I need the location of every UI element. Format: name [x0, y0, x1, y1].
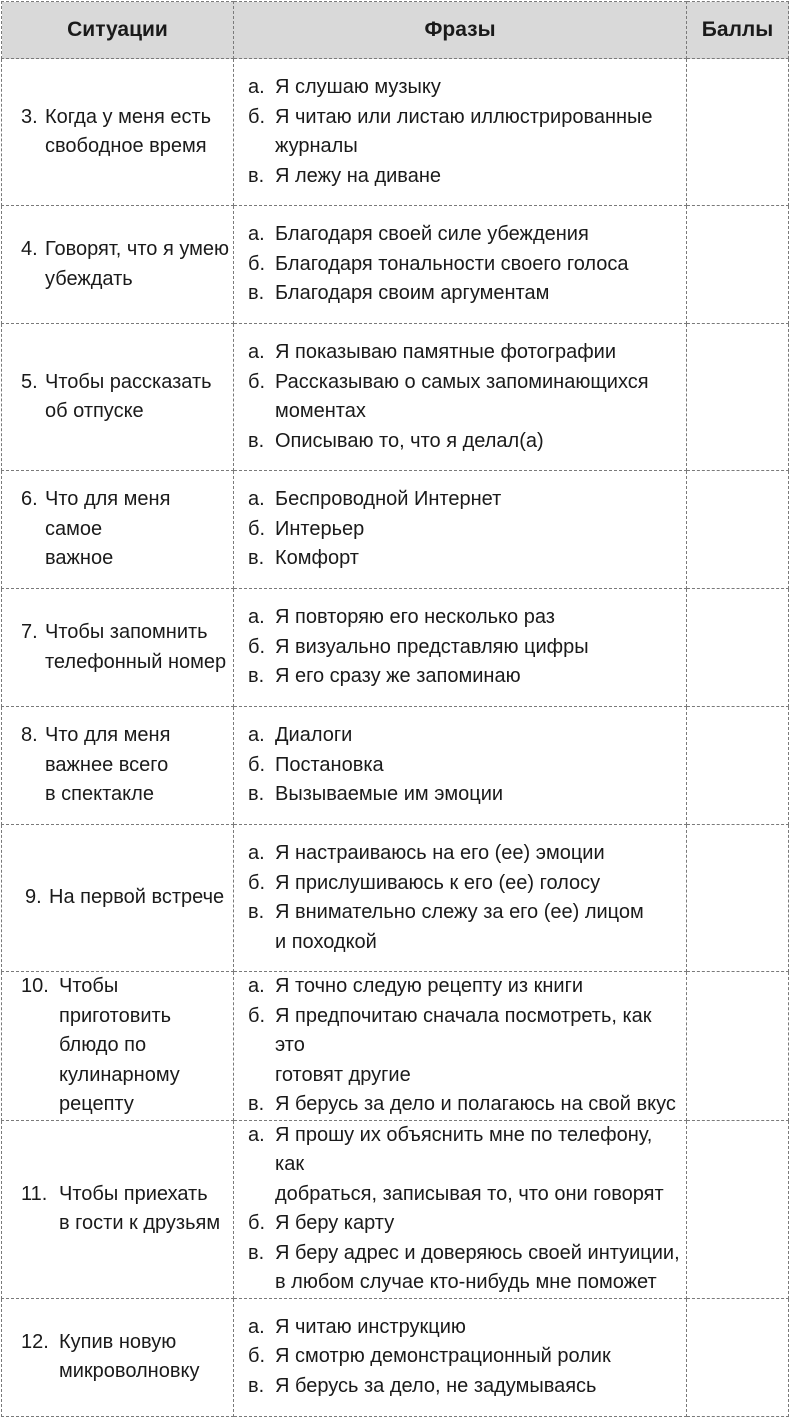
phrase-text: Интерьер — [275, 517, 365, 540]
phrase-option — [248, 721, 686, 751]
table-row — [2, 825, 789, 972]
phrase-text: Я настраиваюсь на его (ее) эмоции — [275, 842, 605, 864]
points-cell[interactable] — [687, 1298, 789, 1416]
table-row — [2, 972, 789, 1121]
phrase-letter: в. — [248, 164, 265, 187]
phrase-option — [248, 603, 686, 633]
phrase-option — [248, 898, 686, 957]
header-situations: Ситуации — [2, 2, 234, 59]
phrase-text: Я визуально представляю цифры — [275, 635, 589, 658]
phrases-cell — [234, 707, 687, 825]
phrase-text: Благодаря своей силе убеждения — [275, 223, 589, 246]
phrase-letter: в. — [248, 282, 265, 305]
phrase-letter: а. — [248, 842, 265, 864]
points-cell[interactable] — [687, 59, 789, 206]
situation-content — [21, 721, 233, 810]
phrase-option — [248, 751, 686, 781]
situation-content — [21, 235, 233, 294]
phrase-letter: в. — [248, 1374, 265, 1397]
phrase-text: Я прислушиваюсь к его (ее) голосу — [275, 871, 601, 894]
phrase-letter: в. — [248, 547, 265, 570]
points-cell[interactable] — [687, 471, 789, 589]
phrase-option — [248, 1313, 686, 1343]
phrase-text: Вызываемые им эмоции — [275, 783, 504, 806]
phrase-option — [248, 485, 686, 515]
phrase-letter: в. — [248, 1241, 265, 1264]
header-row — [2, 2, 789, 59]
phrase-letter: а. — [248, 1315, 265, 1338]
table-row — [2, 1120, 789, 1298]
phrases-cell — [234, 471, 687, 589]
situation-text: Чтобы приехать в гости к друзьям — [59, 1182, 221, 1234]
phrase-letter: а. — [248, 341, 265, 363]
situation-number: 7. — [21, 621, 38, 643]
phrase-option — [248, 1239, 686, 1298]
table-row — [2, 206, 789, 324]
phrase-text: Постановка — [275, 753, 384, 776]
phrase-list — [248, 1121, 686, 1298]
situation-content — [25, 883, 233, 913]
phrase-letter: а. — [248, 606, 265, 629]
situation-content — [21, 368, 233, 427]
phrase-text: Я показываю памятные фотографии — [275, 341, 616, 363]
phrase-letter: а. — [248, 724, 265, 747]
phrase-option — [248, 1121, 686, 1210]
situation-number: 10. — [21, 975, 49, 997]
situation-cell — [2, 59, 234, 206]
phrases-cell — [234, 324, 687, 471]
phrase-option — [248, 780, 686, 810]
phrase-option — [248, 427, 686, 457]
phrase-option — [248, 1002, 686, 1091]
phrase-text: Я точно следую рецепту из книги — [275, 975, 584, 997]
phrase-text: Описываю то, что я делал(а) — [275, 429, 544, 452]
phrase-option — [248, 633, 686, 663]
points-cell[interactable] — [687, 825, 789, 972]
phrase-option — [248, 103, 686, 162]
situation-number: 9. — [25, 886, 42, 909]
phrase-text: Я лежу на диване — [275, 164, 441, 187]
phrase-letter: б. — [248, 871, 266, 894]
phrase-option — [248, 368, 686, 427]
table-header — [2, 2, 789, 59]
phrase-text: Я его сразу же запоминаю — [275, 665, 521, 688]
situation-number: 3. — [21, 105, 38, 128]
phrase-list — [248, 839, 686, 957]
situation-text: Что для меня важнее всего в спектакле — [45, 724, 171, 806]
situation-text: Говорят, что я умею убеждать — [45, 238, 229, 290]
situation-cell — [2, 1298, 234, 1416]
situation-number: 5. — [21, 370, 38, 393]
phrase-text: Я слушаю музыку — [275, 76, 441, 98]
phrase-text: Благодаря своим аргументам — [275, 282, 550, 305]
phrase-text: Рассказываю о самых запоминающихся моментах — [275, 370, 649, 422]
phrase-text: Я беру карту — [275, 1212, 395, 1234]
table-row — [2, 1298, 789, 1416]
phrase-letter: в. — [248, 429, 265, 452]
phrase-option — [248, 1090, 686, 1120]
situation-number: 8. — [21, 724, 38, 747]
phrase-text: Я читаю или листаю иллюстрированные журналы — [275, 105, 653, 157]
phrases-cell — [234, 1120, 687, 1298]
situation-cell — [2, 1120, 234, 1298]
situation-content — [21, 618, 233, 677]
phrase-letter: б. — [248, 1004, 266, 1027]
situation-text: Купив новую микроволновку — [59, 1330, 200, 1382]
phrase-option — [248, 972, 686, 1002]
phrases-cell — [234, 825, 687, 972]
phrase-letter: в. — [248, 1093, 265, 1115]
phrase-option — [248, 73, 686, 103]
phrase-text: Я берусь за дело, не задумываясь — [275, 1374, 597, 1397]
phrase-letter: а. — [248, 76, 265, 98]
phrase-option — [248, 1372, 686, 1402]
phrase-text: Я прошу их объяснить мне по телефону, как добраться, записывая то, что они говорят — [275, 1123, 664, 1205]
phrase-letter: в. — [248, 665, 265, 688]
situation-content — [21, 1328, 233, 1387]
phrases-cell — [234, 59, 687, 206]
phrase-text: Я повторяю его несколько раз — [275, 606, 555, 629]
points-cell[interactable] — [687, 589, 789, 707]
table-body — [2, 59, 789, 1417]
phrase-letter: б. — [248, 1212, 266, 1234]
situation-text: Чтобы запомнить телефонный номер — [45, 621, 227, 673]
phrase-list — [248, 721, 686, 810]
phrase-letter: а. — [248, 975, 265, 997]
phrase-text: Я предпочитаю сначала посмотреть, как это готовят другие — [275, 1004, 652, 1086]
phrase-text: Я смотрю демонстрационный ролик — [275, 1345, 611, 1368]
table-row — [2, 589, 789, 707]
table-row — [2, 707, 789, 825]
phrase-option — [248, 250, 686, 280]
phrase-letter: б. — [248, 1345, 266, 1368]
situation-text: Когда у меня есть свободное время — [45, 105, 212, 157]
phrase-text: Благодаря тональности своего голоса — [275, 252, 629, 275]
phrases-cell — [234, 206, 687, 324]
phrase-letter: б. — [248, 252, 266, 275]
situation-number: 4. — [21, 238, 38, 260]
situation-content — [21, 485, 233, 574]
situation-number: 12. — [21, 1330, 49, 1353]
phrase-option — [248, 662, 686, 692]
phrase-option — [248, 544, 686, 574]
header-phrases: Фразы — [234, 2, 687, 59]
situation-text: На первой встрече — [49, 886, 225, 909]
phrase-text: Я внимательно слежу за его (ее) лицом и походкой — [275, 901, 644, 953]
phrase-text: Комфорт — [275, 547, 359, 570]
phrase-option — [248, 839, 686, 869]
phrase-option — [248, 1209, 686, 1239]
points-cell[interactable] — [687, 324, 789, 471]
phrases-cell — [234, 972, 687, 1121]
phrase-option — [248, 338, 686, 368]
situation-number: 11. — [21, 1182, 48, 1205]
phrase-text: Я беру адрес и доверяюсь своей интуиции, в любом случае кто-нибудь мне поможет — [275, 1241, 680, 1293]
points-cell[interactable] — [687, 972, 789, 1121]
phrase-text: Я берусь за дело и полагаюсь на свой вкус — [275, 1093, 676, 1115]
table-row — [2, 59, 789, 206]
phrase-letter: б. — [248, 635, 266, 658]
situation-cell — [2, 707, 234, 825]
phrase-letter: б. — [248, 517, 266, 540]
phrase-letter: б. — [248, 105, 266, 128]
situation-content — [21, 972, 233, 1120]
phrase-option — [248, 869, 686, 899]
phrase-text: Диалоги — [275, 724, 353, 747]
phrase-option — [248, 515, 686, 545]
phrase-list — [248, 73, 686, 191]
situation-cell — [2, 825, 234, 972]
phrase-text: Я читаю инструкцию — [275, 1315, 466, 1338]
phrase-letter: б. — [248, 370, 266, 393]
situation-content — [21, 103, 233, 162]
phrase-list — [248, 1313, 686, 1402]
situation-text: Чтобы приготовить блюдо по кулинарному рецепту — [59, 975, 180, 1115]
phrase-text: Беспроводной Интернет — [275, 488, 502, 511]
phrase-list — [248, 338, 686, 456]
phrases-cell — [234, 589, 687, 707]
header-points: Баллы — [687, 2, 789, 59]
phrase-option — [248, 220, 686, 250]
phrases-cell — [234, 1298, 687, 1416]
situation-content — [21, 1180, 233, 1239]
phrase-letter: б. — [248, 753, 266, 776]
situation-number: 6. — [21, 488, 38, 511]
phrase-option — [248, 162, 686, 192]
phrase-option — [248, 279, 686, 309]
points-cell[interactable] — [687, 707, 789, 825]
phrase-letter: в. — [248, 783, 265, 806]
situation-text: Чтобы рассказать об отпуске — [45, 370, 212, 422]
questionnaire-table — [1, 1, 789, 1417]
situation-cell — [2, 972, 234, 1121]
phrase-list — [248, 972, 686, 1120]
situation-text: Что для меня самое важное — [45, 488, 171, 570]
situation-cell — [2, 324, 234, 471]
phrase-letter: а. — [248, 1123, 265, 1146]
table-row — [2, 471, 789, 589]
phrase-letter: а. — [248, 488, 265, 511]
situation-cell — [2, 471, 234, 589]
phrase-letter: а. — [248, 223, 265, 246]
situation-cell — [2, 589, 234, 707]
situation-cell — [2, 206, 234, 324]
phrase-list — [248, 603, 686, 692]
phrase-list — [248, 485, 686, 574]
table-row — [2, 324, 789, 471]
phrase-list — [248, 220, 686, 309]
points-cell[interactable] — [687, 1120, 789, 1298]
phrase-option — [248, 1342, 686, 1372]
points-cell[interactable] — [687, 206, 789, 324]
phrase-letter: в. — [248, 901, 265, 923]
